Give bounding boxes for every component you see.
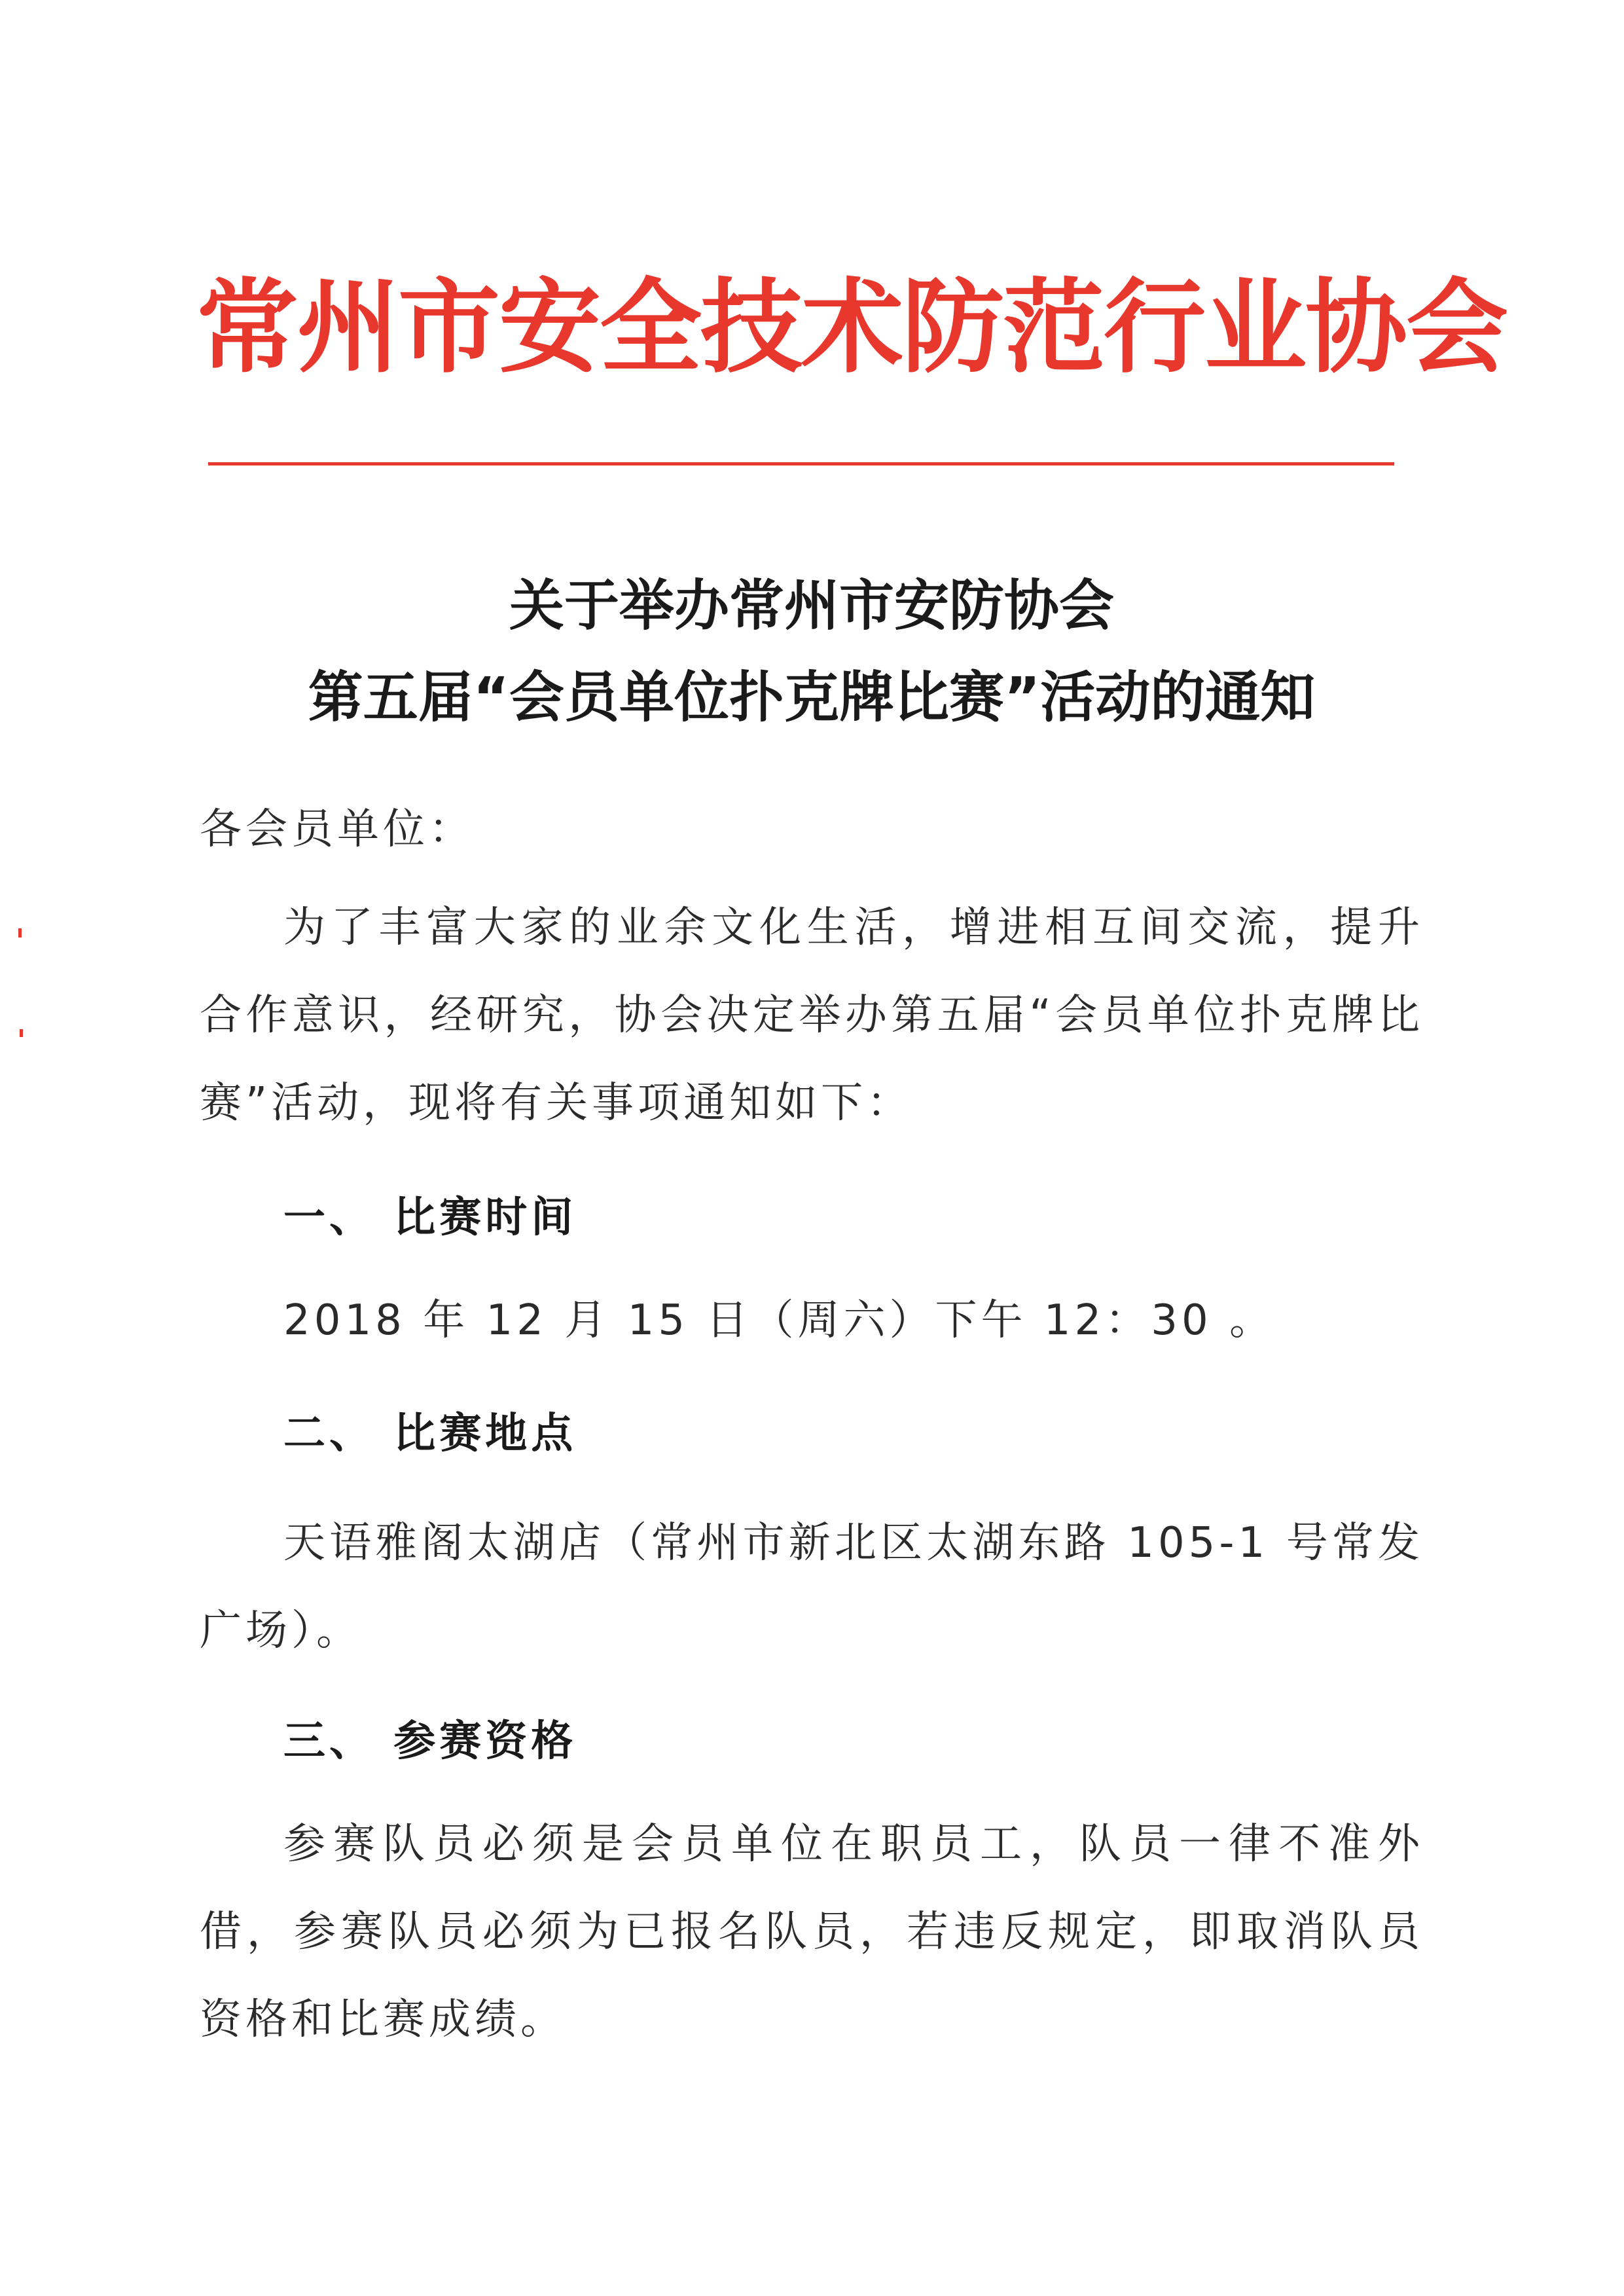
doc-title-line-1: 关于举办常州市安防协会 [509,574,1114,638]
letterhead-org-name: 常州市安全技术防范行业协会 [196,267,1507,387]
section-1-heading: 一、 比赛时间 [283,1194,577,1242]
section-1-body: 2018 年 12 月 15 日（周六）下午 12：30 。 [283,1296,1276,1345]
binding-mark-bottom [20,1029,23,1037]
doc-title-line-2: 第五届“会员单位扑克牌比赛”活动的通知 [308,665,1316,729]
salutation: 各会员单位： [200,805,475,854]
intro-paragraph: 为了丰富大家的业余文化生活，增进相互间交流，提升合作意识，经研究，协会决定举办第五届“会员单位扑克牌比赛”活动，现将有关事项通知如下： [200,903,1424,1127]
section-2-heading: 二、 比赛地点 [283,1410,577,1458]
section-3-heading: 三、 参赛资格 [283,1717,577,1766]
section-2-body: 天语雅阁太湖店（常州市新北区太湖东路 105-1 号常发广场）。 [200,1519,1424,1655]
section-3-body: 参赛队员必须是会员单位在职员工，队员一律不准外借，参赛队员必须为已报名队员，若违反规定，即取消队员资格和比赛成绩。 [200,1820,1424,2044]
letterhead-red-rule [208,462,1394,465]
binding-mark-top [18,928,22,938]
